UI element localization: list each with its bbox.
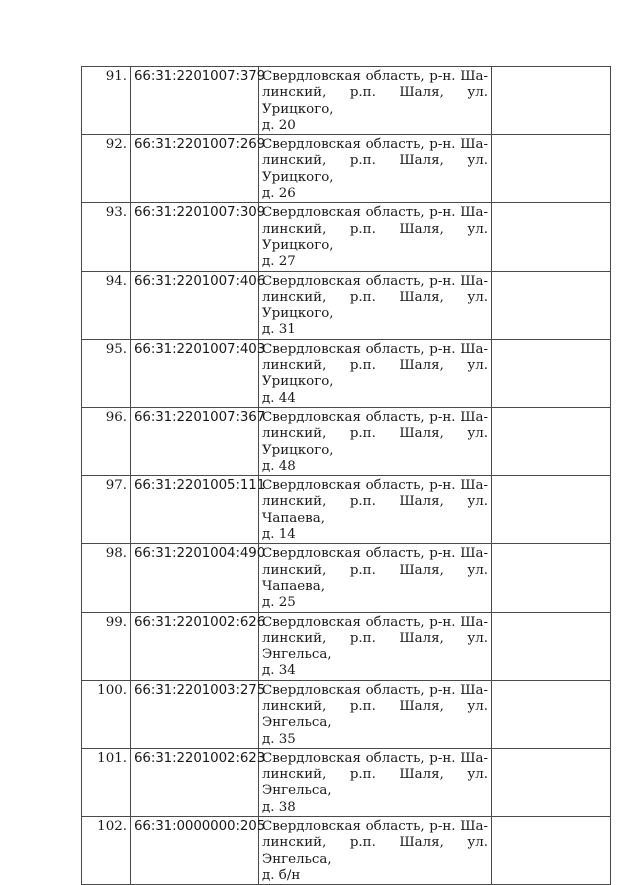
address-line-2: линский, р.п. Шаля, ул. Урицкого, bbox=[262, 153, 488, 185]
table-row bbox=[82, 67, 611, 135]
row-number: 91. bbox=[82, 67, 131, 135]
address-line-1: Свердловская область, р-н. Ша- bbox=[262, 137, 488, 153]
address-line-1: Свердловская область, р-н. Ша- bbox=[262, 273, 488, 289]
cadastral-register-table bbox=[81, 66, 611, 885]
address-cell bbox=[259, 817, 492, 885]
table-row bbox=[82, 817, 611, 885]
address-line-3: д. 35 bbox=[262, 731, 296, 747]
note-cell bbox=[492, 339, 611, 407]
address-line-3: д. 38 bbox=[262, 799, 296, 815]
address-cell bbox=[259, 67, 492, 135]
address-line-2: линский, р.п. Шаля, ул. Урицкого, bbox=[262, 358, 488, 390]
table-row bbox=[82, 203, 611, 271]
address-cell bbox=[259, 680, 492, 748]
cadastral-number: 66:31:2201005:111 bbox=[131, 476, 259, 544]
table-row bbox=[82, 680, 611, 748]
address-line-1: Свердловская область, р-н. Ша- bbox=[262, 205, 488, 221]
row-number: 101. bbox=[82, 748, 131, 816]
note-cell bbox=[492, 748, 611, 816]
address-line-2: линский, р.п. Шаля, ул. Энгельса, bbox=[262, 630, 488, 663]
cadastral-number: 66:31:2201007:269 bbox=[131, 135, 259, 203]
table-row bbox=[82, 407, 611, 475]
table-row bbox=[82, 612, 611, 680]
row-number: 100. bbox=[82, 680, 131, 748]
address-line-1: Свердловская область, р-н. Ша- bbox=[262, 478, 488, 494]
address-line-1: Свердловская область, р-н. Ша- bbox=[262, 750, 488, 766]
table-row bbox=[82, 271, 611, 339]
address-line-2: линский, р.п. Шаля, ул. Чапаева, bbox=[262, 562, 488, 594]
note-cell bbox=[492, 680, 611, 748]
address-line-2: линский, р.п. Шаля, ул. Урицкого, bbox=[262, 289, 488, 322]
address-cell bbox=[259, 612, 492, 680]
address-line-1: Свердловская область, р-н. Ша- bbox=[262, 819, 488, 835]
note-cell bbox=[492, 67, 611, 135]
address-line-3: д. 25 bbox=[262, 595, 296, 611]
address-line-3: д. 27 bbox=[262, 254, 296, 270]
note-cell bbox=[492, 544, 611, 612]
address-line-2: линский, р.п. Шаля, ул. Энгельса, bbox=[262, 767, 488, 799]
address-line-3: д. 34 bbox=[262, 663, 296, 679]
cadastral-number: 66:31:2201007:403 bbox=[131, 339, 259, 407]
address-line-2: линский, р.п. Шаля, ул. Урицкого, bbox=[262, 85, 488, 117]
row-number: 98. bbox=[82, 544, 131, 612]
row-number: 93. bbox=[82, 203, 131, 271]
address-line-2: линский, р.п. Шаля, ул. Чапаева, bbox=[262, 494, 488, 526]
address-line-1: Свердловская область, р-н. Ша- bbox=[262, 682, 488, 698]
note-cell bbox=[492, 407, 611, 475]
address-line-2: линский, р.п. Шаля, ул. Урицкого, bbox=[262, 426, 488, 458]
address-cell bbox=[259, 135, 492, 203]
address-line-2: линский, р.п. Шаля, ул. Энгельса, bbox=[262, 835, 488, 867]
cadastral-number: 66:31:2201002:623 bbox=[131, 748, 259, 816]
row-number: 97. bbox=[82, 476, 131, 544]
row-number: 99. bbox=[82, 612, 131, 680]
cadastral-number: 66:31:2201007:406 bbox=[131, 271, 259, 339]
address-line-1: Свердловская область, р-н. Ша- bbox=[262, 546, 488, 562]
address-cell bbox=[259, 476, 492, 544]
address-line-3: д. б/н bbox=[262, 867, 301, 883]
cadastral-number: 66:31:2201004:490 bbox=[131, 544, 259, 612]
table-row bbox=[82, 135, 611, 203]
address-cell bbox=[259, 544, 492, 612]
address-cell bbox=[259, 339, 492, 407]
table-row bbox=[82, 339, 611, 407]
note-cell bbox=[492, 612, 611, 680]
cadastral-number: 66:31:2201007:309 bbox=[131, 203, 259, 271]
address-line-3: д. 20 bbox=[262, 117, 296, 133]
table-row bbox=[82, 544, 611, 612]
address-line-1: Свердловская область, р-н. Ша- bbox=[262, 614, 488, 630]
row-number: 92. bbox=[82, 135, 131, 203]
address-line-1: Свердловская область, р-н. Ша- bbox=[262, 409, 488, 425]
row-number: 94. bbox=[82, 271, 131, 339]
address-line-1: Свердловская область, р-н. Ша- bbox=[262, 341, 488, 357]
row-number: 96. bbox=[82, 407, 131, 475]
row-number: 95. bbox=[82, 339, 131, 407]
row-number: 102. bbox=[82, 817, 131, 885]
address-line-2: линский, р.п. Шаля, ул. Энгельса, bbox=[262, 698, 488, 731]
note-cell bbox=[492, 817, 611, 885]
note-cell bbox=[492, 271, 611, 339]
address-cell bbox=[259, 407, 492, 475]
note-cell bbox=[492, 203, 611, 271]
table-body bbox=[82, 67, 611, 885]
note-cell bbox=[492, 135, 611, 203]
cadastral-number: 66:31:2201007:367 bbox=[131, 407, 259, 475]
cadastral-number: 66:31:2201007:379 bbox=[131, 67, 259, 135]
address-cell bbox=[259, 271, 492, 339]
address-line-3: д. 26 bbox=[262, 186, 296, 202]
address-line-1: Свердловская область, р-н. Ша- bbox=[262, 69, 488, 84]
table-row bbox=[82, 748, 611, 816]
address-cell bbox=[259, 203, 492, 271]
cadastral-number: 66:31:2201003:275 bbox=[131, 680, 259, 748]
address-cell bbox=[259, 748, 492, 816]
address-line-3: д. 44 bbox=[262, 390, 296, 406]
address-line-3: д. 14 bbox=[262, 527, 296, 543]
cadastral-number: 66:31:0000000:205 bbox=[131, 817, 259, 885]
table-row bbox=[82, 476, 611, 544]
address-line-3: д. 48 bbox=[262, 458, 296, 474]
cadastral-number: 66:31:2201002:626 bbox=[131, 612, 259, 680]
address-line-2: линский, р.п. Шаля, ул. Урицкого, bbox=[262, 221, 488, 253]
address-line-3: д. 31 bbox=[262, 322, 296, 338]
note-cell bbox=[492, 476, 611, 544]
